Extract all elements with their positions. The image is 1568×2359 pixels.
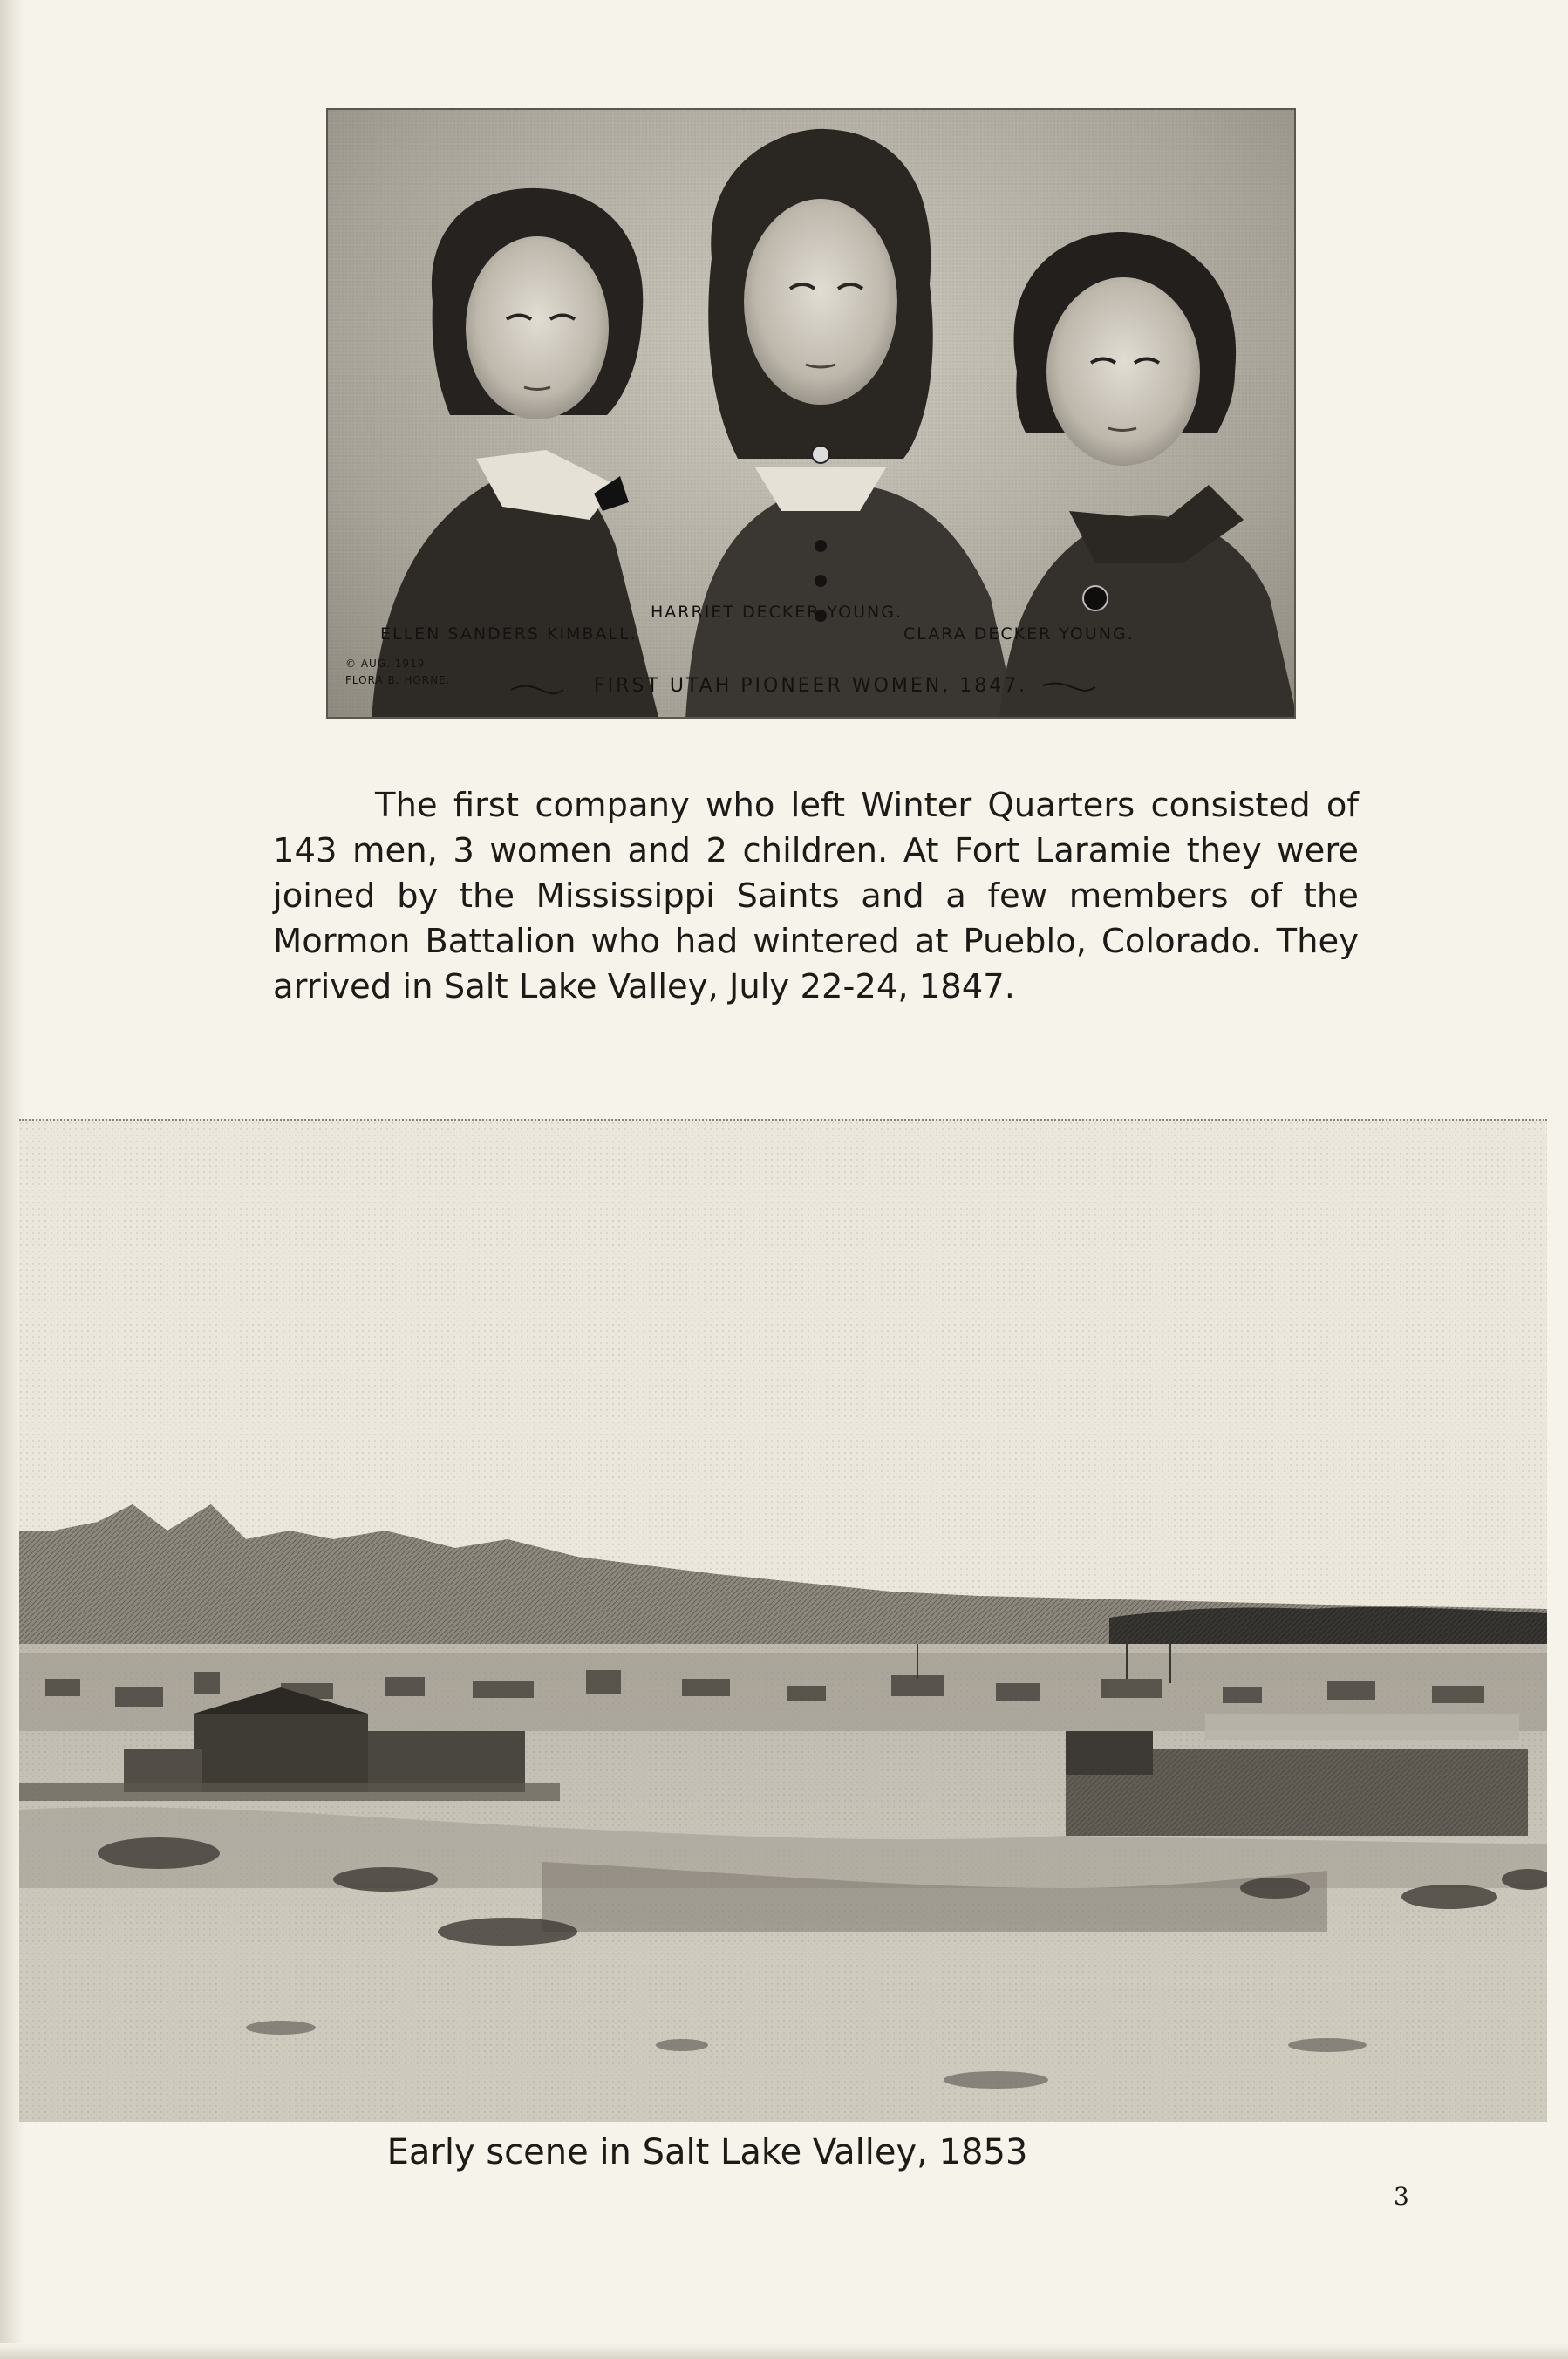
illustration-caption bbox=[0, 2132, 1568, 2172]
portrait-title: FIRST UTAH PIONEER WOMEN, 1847. bbox=[594, 675, 1028, 697]
portrait-photographer: FLORA B. HORNE. bbox=[345, 674, 451, 686]
portrait-name-left: ELLEN SANDERS KIMBALL. bbox=[380, 624, 637, 644]
portrait-name-middle: HARRIET DECKER YOUNG. bbox=[651, 603, 903, 622]
landscape-illustration bbox=[19, 1119, 1547, 2122]
page-edge-bottom bbox=[0, 2343, 1568, 2359]
portrait-photo bbox=[326, 108, 1296, 719]
caption-text: Early scene in Salt Lake Valley, 1853 bbox=[386, 2132, 1028, 2172]
valley-scene bbox=[19, 1121, 1547, 2122]
page-number: 3 bbox=[1394, 2182, 1409, 2211]
portrait-name-right: CLARA DECKER YOUNG. bbox=[903, 624, 1135, 644]
portrait-copyright: © AUG. 1919 bbox=[345, 658, 426, 670]
body-paragraph: The first company who left Winter Quarters consisted of 143 men, 3 women and 2 children. At Fort Laramie they were joined by the Mississippi Saints and a few members of the Mormon Battalion who had wintered at Pueblo, Colorado. They arrived in Salt Lake Valley, July 22-24, 1847. bbox=[273, 786, 1359, 1006]
